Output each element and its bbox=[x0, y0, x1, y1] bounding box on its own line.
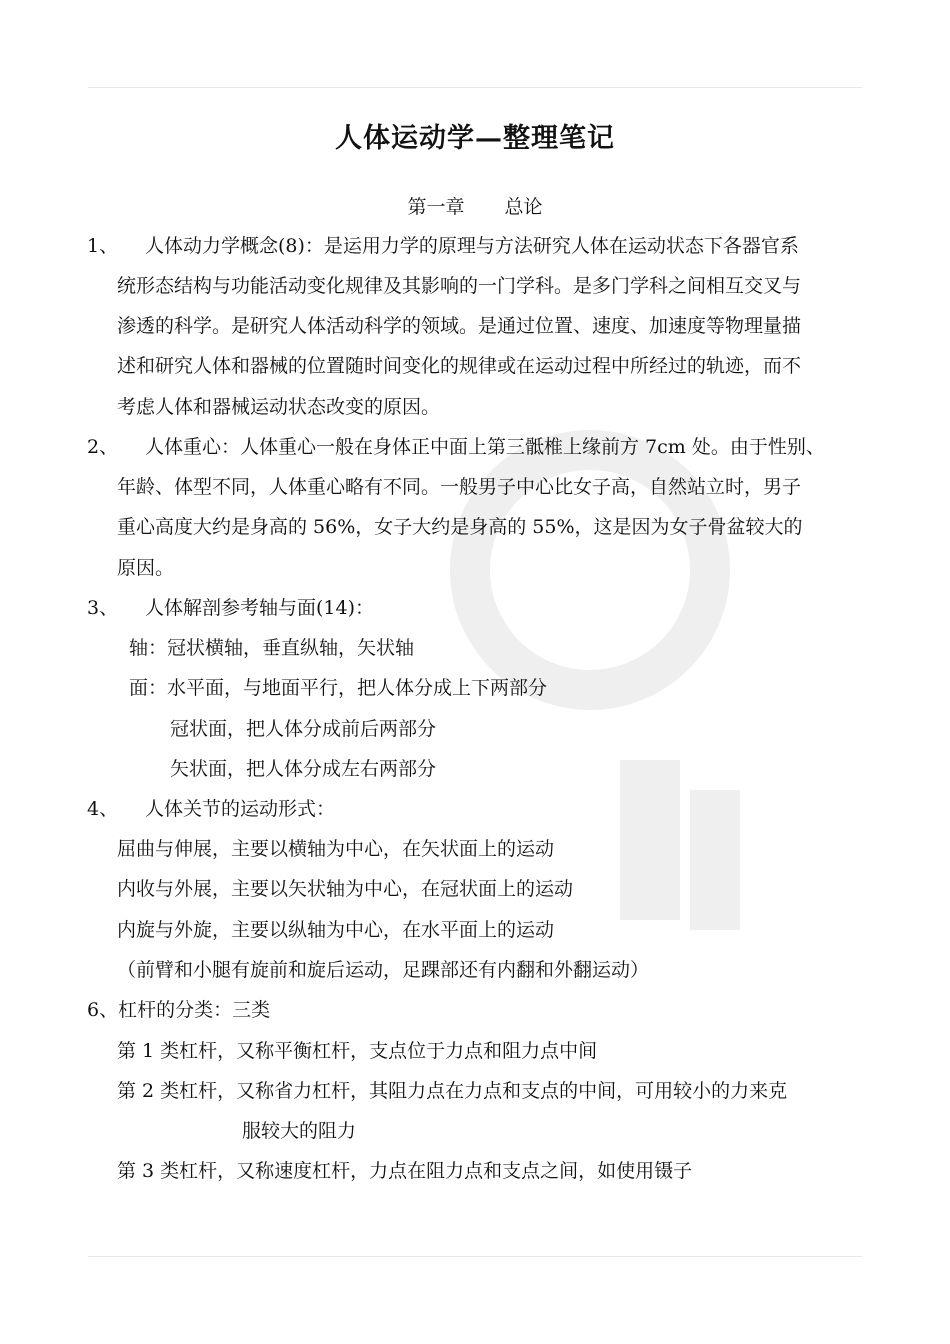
joint-motion-line: 内收与外展，主要以矢状轴为中心，在冠状面上的运动 bbox=[117, 878, 574, 900]
section-3-heading: 人体解剖参考轴与面(14)： bbox=[145, 597, 375, 619]
lever-line: 第 3 类杠杆，又称速度杠杆，力点在阻力点和支点之间，如使用镊子 bbox=[117, 1160, 693, 1182]
section-2-line: 人体重心：人体重心一般在身体正中面上第三骶椎上缘前方 7cm 处。由于性别、 bbox=[145, 436, 825, 458]
section-2-line: 年龄、体型不同，人体重心略有不同。一般男子中心比女子高，自然站立时，男子 bbox=[117, 476, 802, 498]
section-4-number: 4、 bbox=[87, 798, 119, 820]
section-1-line: 考虑人体和器械运动状态改变的原因。 bbox=[117, 396, 441, 418]
footer-rule bbox=[88, 1256, 862, 1257]
plane-line: 矢状面，把人体分成左右两部分 bbox=[170, 758, 437, 780]
section-1-line: 述和研究人体和器械的位置随时间变化的规律或在运动过程中所经过的轨迹，而不 bbox=[117, 355, 802, 377]
section-6-heading: 6、杠杆的分类：三类 bbox=[87, 999, 271, 1021]
joint-motion-line: 屈曲与伸展，主要以横轴为中心，在矢状面上的运动 bbox=[117, 838, 555, 860]
section-2-number: 2、 bbox=[87, 436, 119, 458]
lever-line: 服较大的阻力 bbox=[242, 1120, 357, 1142]
axis-line: 轴：冠状横轴，垂直纵轴，矢状轴 bbox=[129, 637, 415, 659]
section-2-line: 重心高度大约是身高的 56%，女子大约是身高的 55%，这是因为女子骨盆较大的 bbox=[117, 516, 803, 538]
section-2-line: 原因。 bbox=[117, 557, 175, 579]
section-1-line: 统形态结构与功能活动变化规律及其影响的一门学科。是多门学科之间相互交叉与 bbox=[117, 275, 802, 297]
joint-motion-note: （前臂和小腿有旋前和旋后运动，足踝部还有内翻和外翻运动） bbox=[117, 959, 650, 981]
lever-line: 第 1 类杠杆，又称平衡杠杆，支点位于力点和阻力点中间 bbox=[117, 1040, 598, 1062]
plane-line: 面：水平面，与地面平行，把人体分成上下两部分 bbox=[129, 677, 548, 699]
lever-line: 第 2 类杠杆，又称省力杠杆，其阻力点在力点和支点的中间，可用较小的力来克 bbox=[117, 1080, 788, 1102]
document-title: 人体运动学—整理笔记 bbox=[335, 123, 615, 154]
chapter-name: 总论 bbox=[504, 196, 543, 218]
chapter-heading bbox=[0, 192, 950, 219]
section-1-number: 1、 bbox=[87, 235, 119, 257]
plane-line: 冠状面，把人体分成前后两部分 bbox=[170, 718, 437, 740]
joint-motion-line: 内旋与外旋，主要以纵轴为中心，在水平面上的运动 bbox=[117, 919, 555, 941]
section-3-number: 3、 bbox=[87, 597, 119, 619]
chapter-number: 第一章 bbox=[407, 196, 465, 218]
header-rule bbox=[88, 87, 862, 88]
section-1-line: 渗透的科学。是研究人体活动科学的领域。是通过位置、速度、加速度等物理量描 bbox=[117, 315, 802, 337]
section-1-line: 人体动力学概念(8)：是运用力学的原理与方法研究人体在运动状态下各器官系 bbox=[145, 235, 799, 257]
section-4-heading: 人体关节的运动形式： bbox=[145, 798, 336, 820]
